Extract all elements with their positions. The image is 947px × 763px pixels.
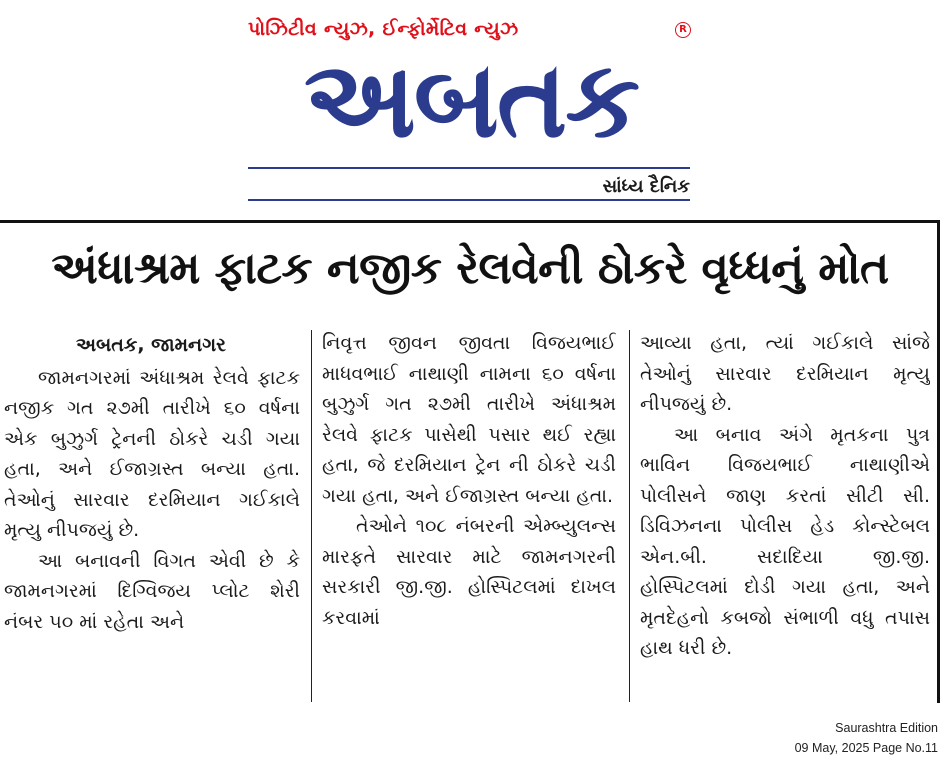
logo-bottom-rule	[248, 199, 690, 201]
column-divider-2	[629, 330, 630, 702]
logo-underline	[248, 167, 690, 169]
column-1-paragraph-1: જામનગરમાં અંધાશ્રમ રેલવે ફાટક નજીક ગત ૨૭મી તારીખે ૬૦ વર્ષના એક બુઝુર્ગ ટ્રેનની ઠોકરે ચડી ગયા હતા, અને ઈજાગ્રસ્ત બન્યા હતા. તેઓનું સારવાર દરમિયાન ગઈકાલે મૃત્યુ નીપજયું છે.	[4, 366, 300, 541]
article-column-3	[640, 328, 930, 708]
column-1-paragraph-2: આ બનાવની વિગત એવી છે કે જામનગરમાં દિગ્વિજય પ્લોટ શેરી નંબર ૫૦ માં રહેતા અને	[4, 549, 300, 633]
article-headline: અંધાશ્રમ ફાટક નજીક રેલવેની ઠોકરે વૃધ્ધનું મોત	[51, 243, 889, 294]
article-right-border	[937, 220, 940, 703]
masthead-tagline: પોઝિટીવ ન્યુઝ, ઈન્ફોર્મેટિવ ન્યુઝ	[248, 18, 519, 40]
page-footer	[718, 718, 938, 758]
edition-label: Saurashtra Edition	[835, 721, 938, 735]
article-column-2	[322, 328, 616, 708]
column-divider-1	[311, 330, 312, 702]
article-top-border	[0, 220, 940, 223]
article-column-1	[4, 330, 300, 710]
logo-subtitle: સાંધ્ય દૈનિક	[602, 176, 690, 197]
registered-trademark-icon: R	[675, 22, 691, 38]
column-2-paragraph-1: નિવૃત્ત જીવન જીવતા વિજયભાઈ માધવભાઈ નાથાણી નામના ૬૦ વર્ષના બુઝુર્ગ ગત ૨૭મી તારીખે અંધાશ્રમ રેલવે ફાટક પાસેથી પસાર થઈ રહ્યા હતા, જે દરમિયાન ટ્રેન ની ઠોકરે ચડી ગયા હતા, અને ઈજાગ્રસ્ત બન્યા હતા.	[322, 332, 616, 507]
masthead	[0, 0, 947, 215]
article-dateline: અબતક, જામનગર	[76, 334, 226, 356]
date-page-label: 09 May, 2025 Page No.11	[794, 741, 938, 755]
column-3-paragraph-2: આ બનાવ અંગે મૃતકના પુત્ર ભાવિન વિજયભાઈ નાથાણીએ પોલીસને જાણ કરતાં સીટી સી. ડિવિઝનના પોલીસ હેડ કોન્સ્ટેબલ એન.બી. સદાદિયા જી.જી. હોસ્પિટલમાં દોડી ગયા હતા, અને મૃતદેહનો કબજો સંભાળી વધુ તપાસ હાથ ધરી છે.	[640, 423, 930, 659]
column-2-paragraph-2: તેઓને ૧૦૮ નંબરની એમ્બ્યુલન્સ મારફતે સારવાર માટે જામનગરની સરકારી જી.જી. હોસ્પિટલમાં દાખલ કરવામાં	[322, 515, 616, 629]
column-3-paragraph-1: આવ્યા હતા, ત્યાં ગઈકાલે સાંજે તેઓનું સારવાર દરમિયાન મૃત્યુ નીપજયું છે.	[640, 332, 930, 415]
newspaper-logo: અબતક	[303, 40, 639, 160]
